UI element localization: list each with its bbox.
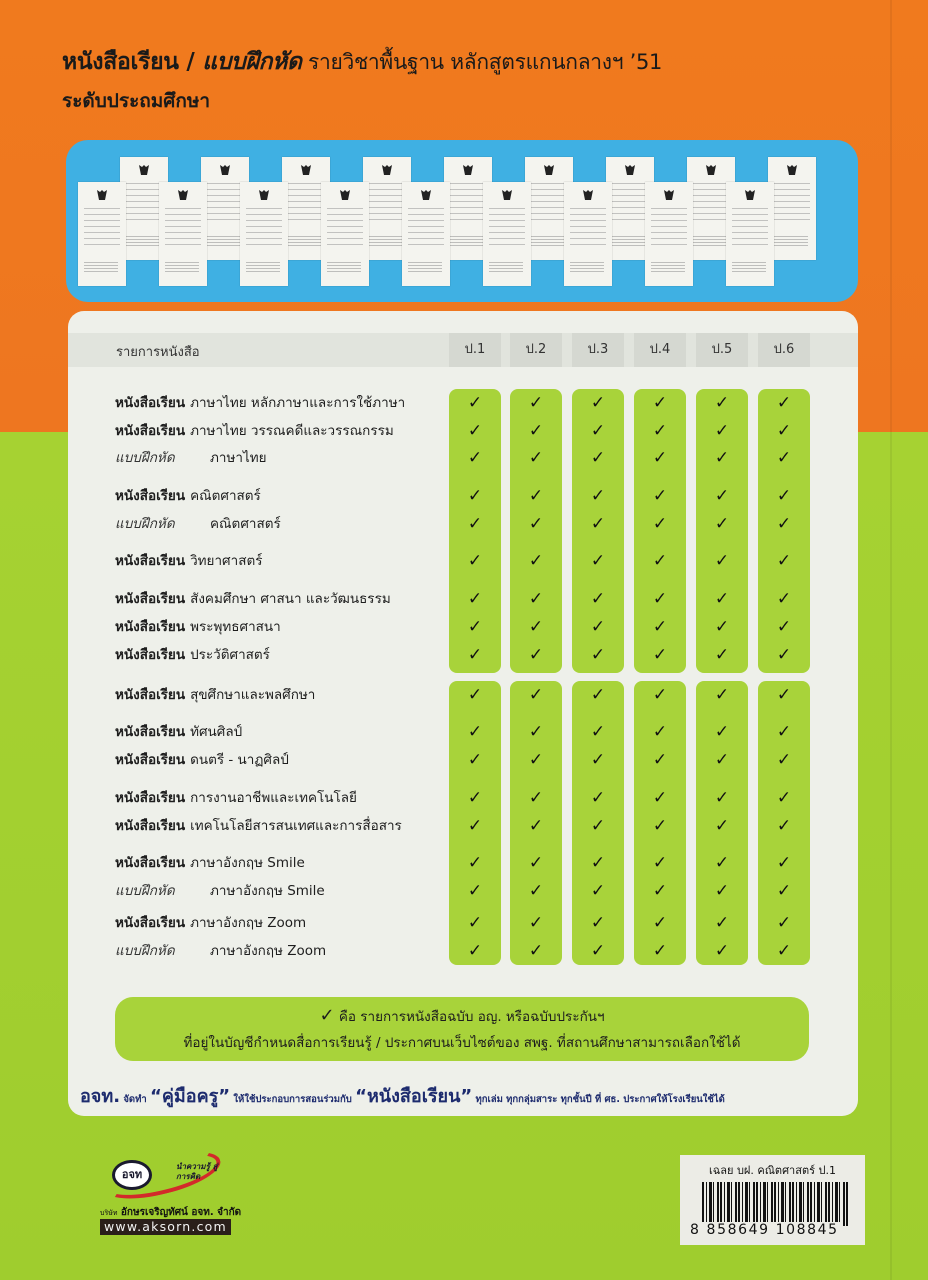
text-lines <box>612 183 648 223</box>
book-type: แบบฝึกหัด <box>115 943 175 959</box>
book-subject: ภาษาอังกฤษ Zoom <box>210 943 327 959</box>
checkmark-icon: ✓ <box>590 514 606 534</box>
checkmark-icon: ✓ <box>652 685 668 705</box>
title-workbook: แบบฝึกหัด <box>202 49 302 75</box>
book-subject: ภาษาไทย วรรณคดีและวรรณกรรม <box>190 423 394 439</box>
book-row-label <box>115 881 325 901</box>
book-row-label <box>115 421 394 441</box>
checkmark-icon: ✓ <box>467 788 483 808</box>
checkmark-icon: ✓ <box>590 750 606 770</box>
checkmark-icon: ✓ <box>776 551 792 571</box>
cover-title <box>62 44 662 80</box>
checkmark-icon: ✓ <box>467 617 483 637</box>
document-sheet <box>159 182 207 286</box>
crest-icon <box>502 190 512 200</box>
checkmark-icon: ✓ <box>652 421 668 441</box>
book-type: แบบฝึกหัด <box>115 883 175 899</box>
publisher-logo <box>96 1150 256 1200</box>
checkmark-icon: ✓ <box>467 421 483 441</box>
barcode-icon <box>702 1182 850 1226</box>
text-lines <box>165 208 201 248</box>
checkmark-icon: ✓ <box>590 448 606 468</box>
footnote-lines <box>126 236 160 248</box>
book-row-label <box>115 617 281 637</box>
document-strip <box>66 140 858 302</box>
checkmark-icon: ✓ <box>467 551 483 571</box>
grade-header: ป.3 <box>572 333 624 367</box>
checkmark-icon: ✓ <box>590 941 606 961</box>
crest-icon <box>97 190 107 200</box>
checkmark-icon: ✓ <box>590 421 606 441</box>
header-book-list: รายการหนังสือ <box>116 345 200 360</box>
book-subject: ภาษาไทย หลักภาษาและการใช้ภาษา <box>190 395 406 411</box>
crest-icon <box>583 190 593 200</box>
crest-icon <box>745 190 755 200</box>
checkmark-icon: ✓ <box>776 853 792 873</box>
book-type: หนังสือเรียน <box>115 423 186 439</box>
checkmark-icon: ✓ <box>776 421 792 441</box>
checkmark-icon: ✓ <box>714 816 730 836</box>
book-row-label <box>115 393 405 413</box>
text-lines <box>246 208 282 248</box>
book-subject: วิทยาศาสตร์ <box>190 553 263 569</box>
teacher-guide-promo <box>80 1081 725 1110</box>
book-row-label <box>115 941 326 961</box>
text-lines <box>489 208 525 248</box>
book-row-label <box>115 853 305 873</box>
checkmark-icon: ✓ <box>652 486 668 506</box>
checkmark-icon: ✓ <box>528 421 544 441</box>
book-row-label <box>115 589 391 609</box>
book-type: หนังสือเรียน <box>115 790 186 806</box>
document-sheet <box>726 182 774 286</box>
checkmark-icon: ✓ <box>528 551 544 571</box>
promo-text-3: ทุกเล่ม ทุกกลุ่มสาระ ทุกชั้นปี ที่ ศธ. ประกาศให้โรงเรียนใช้ได้ <box>472 1094 725 1105</box>
checkmark-icon: ✓ <box>590 617 606 637</box>
document-sheet <box>768 157 816 260</box>
book-row-label <box>115 750 289 770</box>
document-sheet <box>564 182 612 286</box>
checkmark-icon: ✓ <box>776 913 792 933</box>
checkmark-icon: ✓ <box>776 941 792 961</box>
legend-line-2: ที่อยู่ในบัญชีกำหนดสื่อการเรียนรู้ / ประกาศบนเว็บไซต์ของ สพฐ. ที่สถานศึกษาสามารถเลือกใช้ได้ <box>183 1035 741 1051</box>
checkmark-icon: ✓ <box>528 913 544 933</box>
text-lines <box>693 183 729 223</box>
website-url: www.aksorn.com <box>100 1219 231 1235</box>
company-prefix: บริษัท <box>100 1209 118 1217</box>
checkmark-icon: ✓ <box>528 589 544 609</box>
checkmark-icon: ✓ <box>590 589 606 609</box>
checkmark-icon: ✓ <box>467 941 483 961</box>
document-sheet <box>645 182 693 286</box>
checkmark-icon: ✓ <box>714 514 730 534</box>
footnote-lines <box>408 262 442 274</box>
checkmark-icon: ✓ <box>714 853 730 873</box>
checkmark-icon: ✓ <box>652 551 668 571</box>
legend-box <box>115 997 809 1061</box>
checkmark-icon: ✓ <box>590 853 606 873</box>
crest-icon <box>220 165 230 175</box>
promo-quote-2: “หนังสือเรียน” <box>355 1086 473 1107</box>
promo-quote-1: “คู่มือครู” <box>150 1086 231 1107</box>
book-subject: ภาษาอังกฤษ Zoom <box>190 915 307 931</box>
checkmark-icon: ✓ <box>652 853 668 873</box>
checkmark-icon: ✓ <box>652 722 668 742</box>
book-subject: ภาษาอังกฤษ Smile <box>210 883 325 899</box>
checkmark-icon: ✓ <box>714 941 730 961</box>
text-lines <box>288 183 324 223</box>
checkmark-icon: ✓ <box>590 645 606 665</box>
checkmark-icon: ✓ <box>652 514 668 534</box>
checkmark-icon: ✓ <box>776 514 792 534</box>
document-sheet <box>240 182 288 286</box>
barcode-number: 8 858649 108845 <box>690 1222 839 1238</box>
checkmark-icon: ✓ <box>528 617 544 637</box>
checkmark-icon: ✓ <box>467 589 483 609</box>
footnote-lines <box>246 262 280 274</box>
checkmark-icon: ✓ <box>590 913 606 933</box>
logo-badge-icon: อจท <box>112 1160 152 1190</box>
checkmark-icon: ✓ <box>590 551 606 571</box>
checkmark-icon: ✓ <box>528 816 544 836</box>
book-row-label <box>115 685 315 705</box>
checkmark-icon: ✓ <box>590 486 606 506</box>
checkmark-icon: ✓ <box>776 645 792 665</box>
checkmark-icon: ✓ <box>467 750 483 770</box>
footnote-lines <box>288 236 322 248</box>
checkmark-icon: ✓ <box>776 788 792 808</box>
checkmark-icon: ✓ <box>467 913 483 933</box>
checkmark-icon: ✓ <box>467 881 483 901</box>
checkmark-icon: ✓ <box>776 881 792 901</box>
checkmark-icon: ✓ <box>467 448 483 468</box>
checkmark-icon: ✓ <box>467 816 483 836</box>
checkmark-icon: ✓ <box>652 881 668 901</box>
checkmark-icon: ✓ <box>528 941 544 961</box>
footnote-lines <box>369 236 403 248</box>
footnote-lines <box>84 262 118 274</box>
book-subject: เทคโนโลยีสารสนเทศและการสื่อสาร <box>190 818 402 834</box>
book-subject: ดนตรี - นาฏศิลป์ <box>190 752 289 768</box>
footnote-lines <box>570 262 604 274</box>
barcode-label: เฉลย บฝ. คณิตศาสตร์ ป.1 <box>709 1164 836 1177</box>
crest-icon <box>301 165 311 175</box>
legend-text-1: คือ รายการหนังสือฉบับ อญ. หรือฉบับประกันฯ <box>334 1009 605 1025</box>
checkmark-icon: ✓ <box>776 448 792 468</box>
checkmark-icon: ✓ <box>776 816 792 836</box>
crest-icon <box>463 165 473 175</box>
checkmark-icon: ✓ <box>528 750 544 770</box>
footnote-lines <box>207 236 241 248</box>
checkmark-icon: ✓ <box>714 788 730 808</box>
book-type: หนังสือเรียน <box>115 724 186 740</box>
text-lines <box>84 208 120 248</box>
document-sheet <box>402 182 450 286</box>
book-subject: คณิตศาสตร์ <box>210 516 281 532</box>
grade-header: ป.5 <box>696 333 748 367</box>
checkmark-icon: ✓ <box>528 448 544 468</box>
checkmark-icon: ✓ <box>528 788 544 808</box>
checkmark-icon: ✓ <box>776 750 792 770</box>
checkmark-icon: ✓ <box>776 393 792 413</box>
book-subject: พระพุทธศาสนา <box>190 619 281 635</box>
text-lines <box>651 208 687 248</box>
book-subject: คณิตศาสตร์ <box>190 488 261 504</box>
book-subject: สังคมศึกษา ศาสนา และวัฒนธรรม <box>190 591 391 607</box>
checkmark-icon: ✓ <box>714 750 730 770</box>
footnote-lines <box>651 262 685 274</box>
checkmark-icon: ✓ <box>652 750 668 770</box>
checkmark-icon: ✓ <box>714 589 730 609</box>
checkmark-icon: ✓ <box>528 486 544 506</box>
checkmark-icon: ✓ <box>652 448 668 468</box>
checkmark-icon: ✓ <box>528 685 544 705</box>
checkmark-icon: ✓ <box>714 448 730 468</box>
checkmark-icon: ✓ <box>319 1005 335 1026</box>
book-subject: ภาษาอังกฤษ Smile <box>190 855 305 871</box>
crest-icon <box>178 190 188 200</box>
crest-icon <box>544 165 554 175</box>
checkmark-icon: ✓ <box>714 685 730 705</box>
checkmark-icon: ✓ <box>714 881 730 901</box>
checkmark-icon: ✓ <box>467 486 483 506</box>
book-row-label <box>115 551 262 571</box>
book-row-label <box>115 788 357 808</box>
promo-text-2: ให้ใช้ประกอบการสอนร่วมกับ <box>230 1094 356 1105</box>
book-type: หนังสือเรียน <box>115 855 186 871</box>
checkmark-icon: ✓ <box>714 722 730 742</box>
crest-icon <box>787 165 797 175</box>
checkmark-icon: ✓ <box>652 816 668 836</box>
checkmark-icon: ✓ <box>528 645 544 665</box>
book-type: หนังสือเรียน <box>115 619 186 635</box>
checkmark-icon: ✓ <box>776 722 792 742</box>
book-type: หนังสือเรียน <box>115 915 186 931</box>
document-sheet <box>483 182 531 286</box>
book-type: หนังสือเรียน <box>115 553 186 569</box>
checkmark-icon: ✓ <box>714 645 730 665</box>
footnote-lines <box>327 262 361 274</box>
crest-icon <box>625 165 635 175</box>
book-type: หนังสือเรียน <box>115 818 186 834</box>
checkmark-icon: ✓ <box>590 881 606 901</box>
table-header <box>68 333 858 367</box>
book-subject: ทัศนศิลป์ <box>190 724 243 740</box>
checkmark-icon: ✓ <box>467 645 483 665</box>
footnote-lines <box>774 236 808 248</box>
text-lines <box>327 208 363 248</box>
checkmark-icon: ✓ <box>714 393 730 413</box>
checkmark-icon: ✓ <box>652 589 668 609</box>
checkmark-icon: ✓ <box>652 645 668 665</box>
checkmark-icon: ✓ <box>528 853 544 873</box>
grade-header: ป.6 <box>758 333 810 367</box>
promo-brand: อจท. <box>80 1086 121 1107</box>
checkmark-icon: ✓ <box>652 393 668 413</box>
book-row-label <box>115 913 306 933</box>
checkmark-icon: ✓ <box>776 486 792 506</box>
checkmark-icon: ✓ <box>590 788 606 808</box>
checkmark-icon: ✓ <box>528 881 544 901</box>
crest-icon <box>382 165 392 175</box>
checkmark-icon: ✓ <box>467 853 483 873</box>
text-lines <box>774 183 810 223</box>
crest-icon <box>421 190 431 200</box>
checkmark-icon: ✓ <box>714 617 730 637</box>
document-sheet <box>321 182 369 286</box>
checkmark-icon: ✓ <box>467 514 483 534</box>
checkmark-icon: ✓ <box>714 486 730 506</box>
checkmark-icon: ✓ <box>714 551 730 571</box>
footnote-lines <box>612 236 646 248</box>
book-subject: การงานอาชีพและเทคโนโลยี <box>190 790 357 806</box>
title-separator: / <box>178 49 203 75</box>
book-type: แบบฝึกหัด <box>115 450 175 466</box>
grade-header: ป.1 <box>449 333 501 367</box>
book-type: หนังสือเรียน <box>115 647 186 663</box>
book-list-panel <box>68 311 858 1116</box>
checkmark-icon: ✓ <box>590 816 606 836</box>
checkmark-icon: ✓ <box>776 685 792 705</box>
footnote-lines <box>450 236 484 248</box>
footnote-lines <box>732 262 766 274</box>
checkmark-icon: ✓ <box>652 913 668 933</box>
book-type: หนังสือเรียน <box>115 591 186 607</box>
logo-tagline: นำความรู้ สู่การคิด <box>176 1162 218 1181</box>
crest-icon <box>340 190 350 200</box>
book-type: หนังสือเรียน <box>115 687 186 703</box>
title-textbook: หนังสือเรียน <box>62 49 179 75</box>
checkmark-icon: ✓ <box>590 685 606 705</box>
footnote-lines <box>489 262 523 274</box>
text-lines <box>570 208 606 248</box>
grade-header: ป.4 <box>634 333 686 367</box>
checkmark-icon: ✓ <box>467 685 483 705</box>
barcode-sticker <box>680 1155 865 1245</box>
footnote-lines <box>693 236 727 248</box>
book-subject: สุขศึกษาและพลศึกษา <box>190 687 316 703</box>
text-lines <box>450 183 486 223</box>
crest-icon <box>259 190 269 200</box>
checkmark-icon: ✓ <box>652 617 668 637</box>
checkmark-icon: ✓ <box>590 722 606 742</box>
book-row-label <box>115 645 270 665</box>
book-subject: ภาษาไทย <box>210 450 267 466</box>
checkmark-icon: ✓ <box>528 514 544 534</box>
book-row-label <box>115 514 281 534</box>
checkmark-icon: ✓ <box>528 393 544 413</box>
book-type: หนังสือเรียน <box>115 488 186 504</box>
book-type: หนังสือเรียน <box>115 395 186 411</box>
checkmark-icon: ✓ <box>590 393 606 413</box>
spine-crease <box>890 0 892 1280</box>
checkmark-icon: ✓ <box>467 722 483 742</box>
company-name <box>100 1205 241 1220</box>
checkmark-icon: ✓ <box>776 589 792 609</box>
promo-text-1: จัดทำ <box>120 1094 151 1105</box>
checkmark-icon: ✓ <box>528 722 544 742</box>
checkmark-icon: ✓ <box>467 393 483 413</box>
footnote-lines <box>531 236 565 248</box>
book-subject: ประวัติศาสตร์ <box>190 647 270 663</box>
crest-icon <box>706 165 716 175</box>
footnote-lines <box>165 262 199 274</box>
text-lines <box>408 208 444 248</box>
book-type: แบบฝึกหัด <box>115 516 175 532</box>
text-lines <box>732 208 768 248</box>
book-row-label <box>115 816 402 836</box>
crest-icon <box>664 190 674 200</box>
grade-header: ป.2 <box>510 333 562 367</box>
checkmark-icon: ✓ <box>714 421 730 441</box>
text-lines <box>126 183 162 223</box>
book-row-label <box>115 448 267 468</box>
checkmark-icon: ✓ <box>776 617 792 637</box>
crest-icon <box>139 165 149 175</box>
cover-subtitle: ระดับประถมศึกษา <box>62 90 211 112</box>
text-lines <box>207 183 243 223</box>
text-lines <box>531 183 567 223</box>
checkmark-icon: ✓ <box>652 941 668 961</box>
book-row-label <box>115 486 261 506</box>
book-row-label <box>115 722 242 742</box>
checkmark-icon: ✓ <box>652 788 668 808</box>
legend-line-1 <box>115 1005 809 1027</box>
title-curriculum: รายวิชาพื้นฐาน หลักสูตรแกนกลางฯ ’51 <box>301 50 663 74</box>
text-lines <box>369 183 405 223</box>
checkmark-icon: ✓ <box>714 913 730 933</box>
company-title: อักษรเจริญทัศน์ อจท. จำกัด <box>117 1207 242 1218</box>
document-sheet <box>78 182 126 286</box>
book-type: หนังสือเรียน <box>115 752 186 768</box>
